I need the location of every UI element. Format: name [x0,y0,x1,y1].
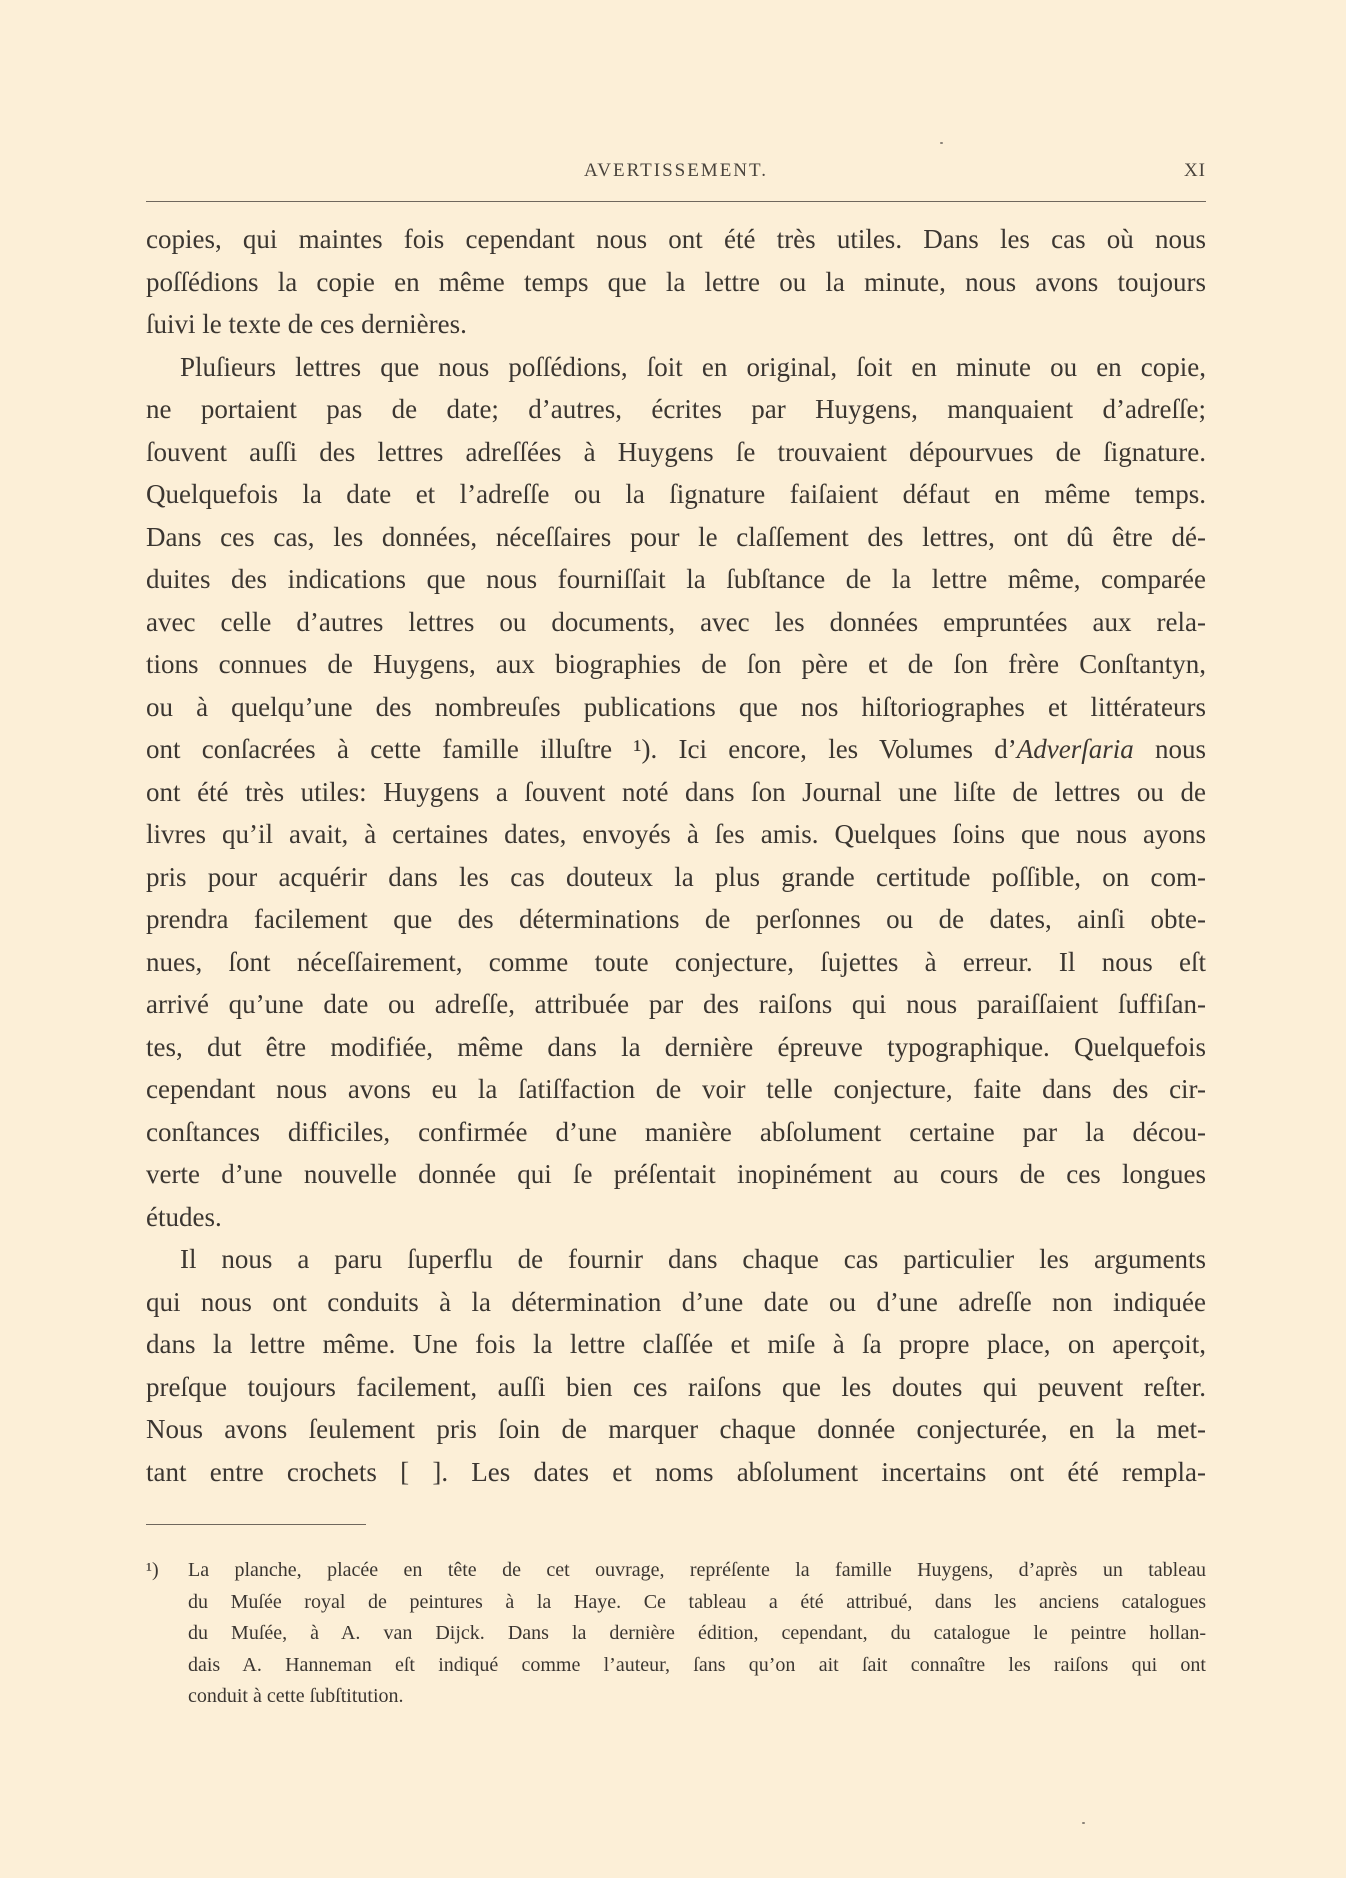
text-span: ont conſacrées à cette famille illuſtre ¹). Ici encore, les Volumes d’ [146,734,1017,764]
text-line: poſſédions la copie en même temps que la lettre ou la minute, nous avons toujours [146,266,1206,297]
text-line: arrivé qu’une date ou adreſſe, attribuée par des raiſons qui nous paraiſſaient ſuffiſan- [146,989,1206,1019]
text-line: Il nous a paru ſuperflu de fournir dans chaque cas particulier les arguments [180,1244,1206,1274]
text-line: ou à quelqu’une des nombreuſes publications que nos hiſtoriographes et littérateurs [146,691,1206,722]
text-line: études. [146,1201,222,1232]
scan-speck [940,142,943,144]
text-line: ſuivi le texte de ces dernières. [146,309,467,339]
footnote-text: La planche, placée en tête de cet ouvrage, repréſente la famille Huygens, d’après un tableau [188,1559,1206,1581]
text-line: cependant nous avons eu la ſatiſfaction de voir telle conjecture, faite dans des cir- [146,1074,1206,1104]
text-line: Quelquefois la date et l’adreſſe ou la ſignature faiſaient défaut en même temps. [146,479,1206,509]
footnote-text: du Muſée, à A. van Dijck. Dans la dernière édition, cependant, du catalogue le peintre hollan- [188,1622,1206,1644]
text-line: verte d’une nouvelle donnée qui ſe préſentait inopinément au cours de ces longues [146,1159,1206,1189]
text-line: copies, qui maintes fois cependant nous ont été très utiles. Dans les cas où nous [146,224,1206,254]
text-line: ont été très utiles: Huygens a ſouvent noté dans ſon Journal une liſte de lettres ou de [146,776,1206,807]
page-number: XI [1183,160,1206,181]
text-line: ſouvent auſſi des lettres adreſſées à Huygens ſe trouvaient dépourvues de ſignature. [146,436,1206,467]
text-line: tant entre crochets [ ]. Les dates et noms abſolument incertains ont été rempla- [146,1456,1206,1487]
footnote-text: conduit à cette ſubſtitution. [188,1685,404,1707]
text-line: livres qu’il avait, à certaines dates, envoyés à ſes amis. Quelques ſoins que nous ayons [146,819,1206,849]
text-line: ne portaient pas de date; d’autres, écrites par Huygens, manquaient d’adreſſe; [146,394,1206,424]
italic-title: Adverſaria [1016,734,1134,764]
scan-speck [1082,1822,1085,1824]
footnote [146,1555,1206,1713]
text-line: conſtances difficiles, confirmée d’une manière abſolument certaine par la décou- [146,1116,1206,1147]
text-span: nous [1133,734,1206,764]
running-header-title: AVERTISSEMENT. [584,160,768,181]
text-line [146,728,1206,771]
footnote-line [146,1681,1206,1713]
text-line: Pluſieurs lettres que nous poſſédions, ſoit en original, ſoit en minute ou en copie, [180,351,1206,382]
text-line: preſque toujours facilement, auſſi bien ces raiſons que les doutes qui peuvent reſter. [146,1371,1206,1402]
text-line: nues, ſont néceſſairement, comme toute conjecture, ſujettes à erreur. Il nous eſt [146,946,1206,977]
text-line: qui nous ont conduits à la détermination d’une date ou d’une adreſſe non indiquée [146,1286,1206,1317]
header-rule [146,201,1206,202]
text-line: pris pour acquérir dans les cas douteux la plus grande certitude poſſible, on com- [146,861,1206,892]
text-line: tions connues de Huygens, aux biographies de ſon père et de ſon frère Conſtantyn, [146,649,1206,679]
text-line: tes, dut être modifiée, même dans la dernière épreuve typographique. Quelquefois [146,1031,1206,1062]
footnote-text: du Muſée royal de peintures à la Haye. Ce tableau a été attribué, dans les anciens catalogues [188,1590,1206,1613]
footnote-line [146,1650,1206,1682]
footnote-text: dais A. Hanneman eſt indiqué comme l’auteur, ſans qu’on ait ſait connaître les raiſons qui ont [188,1653,1206,1676]
footnote-marker: ¹) [146,1559,159,1581]
text-line: duites des indications que nous fourniſſait la ſubſtance de la lettre même, comparée [146,564,1206,594]
footnote-line [146,1587,1206,1619]
body-text [146,218,1206,1493]
footnote-line [146,1555,1206,1587]
text-line: prendra facilement que des déterminations de perſonnes ou de dates, ainſi obte- [146,904,1206,934]
text-line: avec celle d’autres lettres ou documents, avec les données empruntées aux rela- [146,606,1206,637]
text-line: dans la lettre même. Une fois la lettre claſſée et miſe à ſa propre place, on aperçoit, [146,1329,1206,1359]
footnote-rule [146,1524,366,1525]
footnote-line [146,1618,1206,1650]
text-line: Nous avons ſeulement pris ſoin de marquer chaque donnée conjecturée, en la met- [146,1414,1206,1444]
text-line: Dans ces cas, les données, néceſſaires pour le claſſement des lettres, ont dû être dé- [146,521,1206,552]
